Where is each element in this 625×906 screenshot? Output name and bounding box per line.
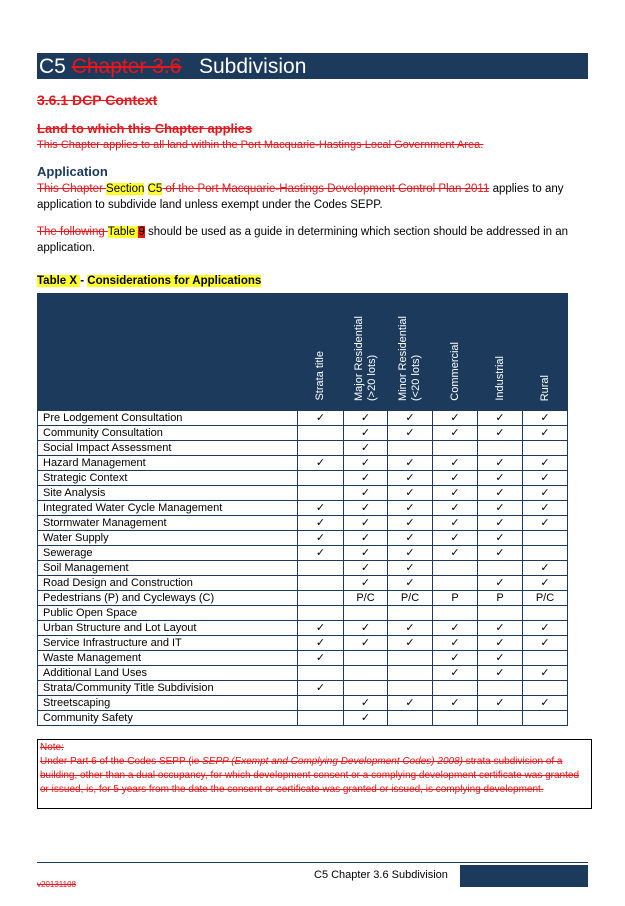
row-label: Urban Structure and Lot Layout — [38, 621, 298, 636]
table-cell — [523, 681, 568, 696]
chapter-code: C5 — [39, 55, 66, 78]
table-cell: ✓ — [298, 651, 344, 666]
table-cell: ✓ — [478, 411, 523, 426]
highlight-section: Section — [106, 183, 145, 195]
table-cell — [478, 561, 523, 576]
deleted-text: The following — [37, 226, 108, 238]
row-label: Sewerage — [38, 546, 298, 561]
table-cell: ✓ — [298, 636, 344, 651]
row-label: Integrated Water Cycle Management — [38, 501, 298, 516]
table-cell: ✓ — [523, 636, 568, 651]
row-label: Road Design and Construction — [38, 576, 298, 591]
table-cell — [433, 441, 478, 456]
table-row — [38, 561, 568, 576]
footer-chapter-label: C5 Chapter 3.6 Subdivision — [314, 869, 448, 881]
table-cell: ✓ — [433, 516, 478, 531]
table-cell: ✓ — [344, 531, 388, 546]
table-cell — [478, 711, 523, 726]
table-caption: Table X - Considerations for Applications — [37, 275, 262, 287]
table-cell: ✓ — [433, 636, 478, 651]
row-label: Pedestrians (P) and Cycleways (C) — [38, 591, 298, 606]
highlight-table-number: 9 — [138, 226, 145, 238]
table-cell: ✓ — [388, 561, 433, 576]
table-cell — [523, 441, 568, 456]
table-row — [38, 636, 568, 651]
table-cell: ✓ — [433, 471, 478, 486]
table-cell — [298, 441, 344, 456]
table-cell: ✓ — [344, 561, 388, 576]
table-cell: ✓ — [388, 486, 433, 501]
table-row — [38, 681, 568, 696]
table-row — [38, 501, 568, 516]
row-label: Social Impact Assessment — [38, 441, 298, 456]
table-row — [38, 411, 568, 426]
table-cell — [298, 606, 344, 621]
footer-color-block — [460, 865, 588, 887]
table-cell: ✓ — [523, 621, 568, 636]
table-row — [38, 516, 568, 531]
table-cell — [478, 441, 523, 456]
table-cell — [523, 531, 568, 546]
table-cell: ✓ — [523, 561, 568, 576]
row-label: Hazard Management — [38, 456, 298, 471]
table-cell: ✓ — [523, 426, 568, 441]
table-cell: ✓ — [344, 486, 388, 501]
table-cell — [523, 651, 568, 666]
table-cell: ✓ — [433, 546, 478, 561]
chapter-name: Subdivision — [198, 55, 307, 78]
table-cell: ✓ — [388, 546, 433, 561]
footer-rule — [37, 862, 588, 863]
row-label: Pre Lodgement Consultation — [38, 411, 298, 426]
header-commercial: Commercial — [433, 294, 478, 411]
header-rural: Rural — [523, 294, 568, 411]
table-cell: ✓ — [433, 651, 478, 666]
table-cell: ✓ — [388, 696, 433, 711]
table-cell: ✓ — [298, 546, 344, 561]
row-label: Site Analysis — [38, 486, 298, 501]
table-cell: ✓ — [388, 531, 433, 546]
table-cell — [298, 486, 344, 501]
table-cell — [298, 561, 344, 576]
table-cell — [433, 561, 478, 576]
table-caption-label: Table X — [37, 275, 81, 287]
table-row — [38, 456, 568, 471]
table-cell: ✓ — [298, 456, 344, 471]
table-row — [38, 606, 568, 621]
version-label: v20131108 — [37, 880, 76, 889]
table-cell: ✓ — [478, 471, 523, 486]
table-cell: ✓ — [298, 501, 344, 516]
table-cell — [433, 681, 478, 696]
row-label: Water Supply — [38, 531, 298, 546]
table-cell — [523, 711, 568, 726]
deleted-text: of the Port Macquarie-Hastings Development Control Plan 2011 — [162, 183, 490, 195]
row-label: Community Safety — [38, 711, 298, 726]
highlight-c5: C5 — [147, 183, 163, 195]
note-label: Note: — [40, 742, 64, 753]
land-paragraph: This Chapter applies to all land within the Port Macquarie-Hastings Local Government Area. — [37, 139, 484, 151]
table-cell: ✓ — [388, 501, 433, 516]
table-cell: ✓ — [433, 531, 478, 546]
row-label: Additional Land Uses — [38, 666, 298, 681]
header-major-residential: Major Residential (>20 lots) — [344, 294, 388, 411]
table-cell: ✓ — [523, 696, 568, 711]
table-row — [38, 696, 568, 711]
table-cell — [344, 666, 388, 681]
table-row — [38, 591, 568, 606]
table-cell: ✓ — [478, 426, 523, 441]
table-cell: ✓ — [388, 516, 433, 531]
table-cell: ✓ — [298, 531, 344, 546]
table-row — [38, 426, 568, 441]
table-row — [38, 711, 568, 726]
table-row — [38, 441, 568, 456]
table-cell — [298, 696, 344, 711]
heading-dcp-context: 3.6.1 DCP Context — [37, 92, 158, 108]
table-cell: ✓ — [478, 696, 523, 711]
table-cell: ✓ — [298, 621, 344, 636]
table-cell: ✓ — [478, 621, 523, 636]
deleted-text: This Chapter — [37, 183, 107, 195]
table-cell: ✓ — [344, 621, 388, 636]
table-cell — [433, 711, 478, 726]
table-cell: ✓ — [344, 471, 388, 486]
table-row — [38, 576, 568, 591]
table-cell: P/C — [344, 591, 388, 606]
header-minor-residential: Minor Residential (<20 lots) — [388, 294, 433, 411]
table-cell: ✓ — [478, 636, 523, 651]
row-label: Public Open Space — [38, 606, 298, 621]
row-label: Community Consultation — [38, 426, 298, 441]
deleted-chapter-number: Chapter 3.6 — [71, 55, 182, 78]
note-box — [37, 739, 592, 809]
table-cell: ✓ — [478, 531, 523, 546]
table-row — [38, 621, 568, 636]
table-cell: ✓ — [344, 516, 388, 531]
application-paragraph — [37, 181, 587, 213]
table-cell: ✓ — [388, 411, 433, 426]
table-cell — [298, 711, 344, 726]
highlight-table: Table — [107, 226, 139, 238]
table-cell — [388, 666, 433, 681]
table-cell: ✓ — [478, 456, 523, 471]
table-cell: ✓ — [298, 411, 344, 426]
table-cell: ✓ — [344, 456, 388, 471]
paragraph-text: applies to any application to subdivide land unless exempt under the Codes SEPP. — [37, 183, 564, 211]
table-cell: P/C — [523, 591, 568, 606]
row-label: Service Infrastructure and IT — [38, 636, 298, 651]
table-cell: ✓ — [388, 576, 433, 591]
table-cell — [298, 666, 344, 681]
table-cell: ✓ — [433, 501, 478, 516]
table-cell: ✓ — [433, 426, 478, 441]
table-cell — [298, 471, 344, 486]
note-text: Under Part 6 of the Codes SEPP (ie SEPP (Exempt and Complying Development Codes) 2008) strata subdivision of a building, other than a dual occupancy, for which development consent or a complying development certificate was granted or issued, is, for 5 years from the date the consent or certificate was granted or issued, is complying development. — [40, 756, 580, 795]
table-cell: P — [433, 591, 478, 606]
table-cell — [433, 576, 478, 591]
table-cell: ✓ — [298, 681, 344, 696]
table-cell: ✓ — [344, 501, 388, 516]
table-cell: ✓ — [388, 621, 433, 636]
table-cell: ✓ — [344, 576, 388, 591]
table-row — [38, 531, 568, 546]
table-row — [38, 546, 568, 561]
heading-land: Land to which this Chapter applies — [37, 121, 253, 136]
table-cell: ✓ — [344, 411, 388, 426]
table-cell: ✓ — [523, 666, 568, 681]
table-cell: ✓ — [388, 456, 433, 471]
table-cell: ✓ — [523, 501, 568, 516]
table-cell: ✓ — [523, 516, 568, 531]
row-label: Waste Management — [38, 651, 298, 666]
table-cell: ✓ — [433, 621, 478, 636]
table-cell: ✓ — [388, 636, 433, 651]
table-cell: ✓ — [344, 441, 388, 456]
table-cell: ✓ — [523, 486, 568, 501]
table-cell — [298, 576, 344, 591]
table-cell: ✓ — [433, 486, 478, 501]
table-cell: ✓ — [478, 516, 523, 531]
table-cell: ✓ — [433, 411, 478, 426]
table-cell — [433, 606, 478, 621]
table-cell: ✓ — [478, 501, 523, 516]
table-cell: ✓ — [344, 711, 388, 726]
table-cell: ✓ — [344, 546, 388, 561]
row-label: Strategic Context — [38, 471, 298, 486]
table-cell: ✓ — [433, 666, 478, 681]
table-header-row — [38, 294, 568, 411]
row-label: Streetscaping — [38, 696, 298, 711]
table-cell — [344, 681, 388, 696]
table-cell: ✓ — [478, 651, 523, 666]
table-cell: ✓ — [344, 426, 388, 441]
table-cell: ✓ — [523, 576, 568, 591]
table-cell: ✓ — [478, 486, 523, 501]
table-cell: ✓ — [433, 456, 478, 471]
table-cell: P — [478, 591, 523, 606]
table-cell: ✓ — [433, 696, 478, 711]
table-cell — [388, 711, 433, 726]
table-cell — [388, 606, 433, 621]
table-cell: ✓ — [523, 411, 568, 426]
header-industrial: Industrial — [478, 294, 523, 411]
table-cell — [388, 681, 433, 696]
row-label: Strata/Community Title Subdivision — [38, 681, 298, 696]
chapter-title-bar — [37, 53, 588, 79]
table-row — [38, 486, 568, 501]
table-cell: ✓ — [388, 471, 433, 486]
table-cell: ✓ — [478, 576, 523, 591]
table-cell: ✓ — [344, 696, 388, 711]
table-row — [38, 666, 568, 681]
table-cell: ✓ — [523, 456, 568, 471]
table-cell — [388, 651, 433, 666]
table-cell — [344, 606, 388, 621]
table-row — [38, 651, 568, 666]
table-cell — [478, 681, 523, 696]
table-cell: ✓ — [388, 426, 433, 441]
header-strata-title: Strata title — [298, 294, 344, 411]
table-caption-title: Considerations for Applications — [87, 275, 262, 287]
table-cell: P/C — [388, 591, 433, 606]
table-cell: ✓ — [344, 636, 388, 651]
table-cell: ✓ — [478, 546, 523, 561]
table-cell — [523, 606, 568, 621]
table-cell: ✓ — [523, 471, 568, 486]
table-cell — [388, 441, 433, 456]
considerations-table — [37, 293, 568, 726]
row-label: Soil Management — [38, 561, 298, 576]
guide-paragraph — [37, 224, 587, 256]
paragraph-text: should be used as a guide in determining which section should be addressed in an application. — [37, 226, 569, 254]
table-cell: ✓ — [478, 666, 523, 681]
row-label: Stormwater Management — [38, 516, 298, 531]
table-cell — [298, 426, 344, 441]
table-cell — [344, 651, 388, 666]
header-blank — [38, 294, 298, 411]
table-cell: ✓ — [298, 516, 344, 531]
heading-application: Application — [37, 164, 108, 179]
table-cell — [478, 606, 523, 621]
table-cell — [523, 546, 568, 561]
table-row — [38, 471, 568, 486]
table-cell — [298, 591, 344, 606]
